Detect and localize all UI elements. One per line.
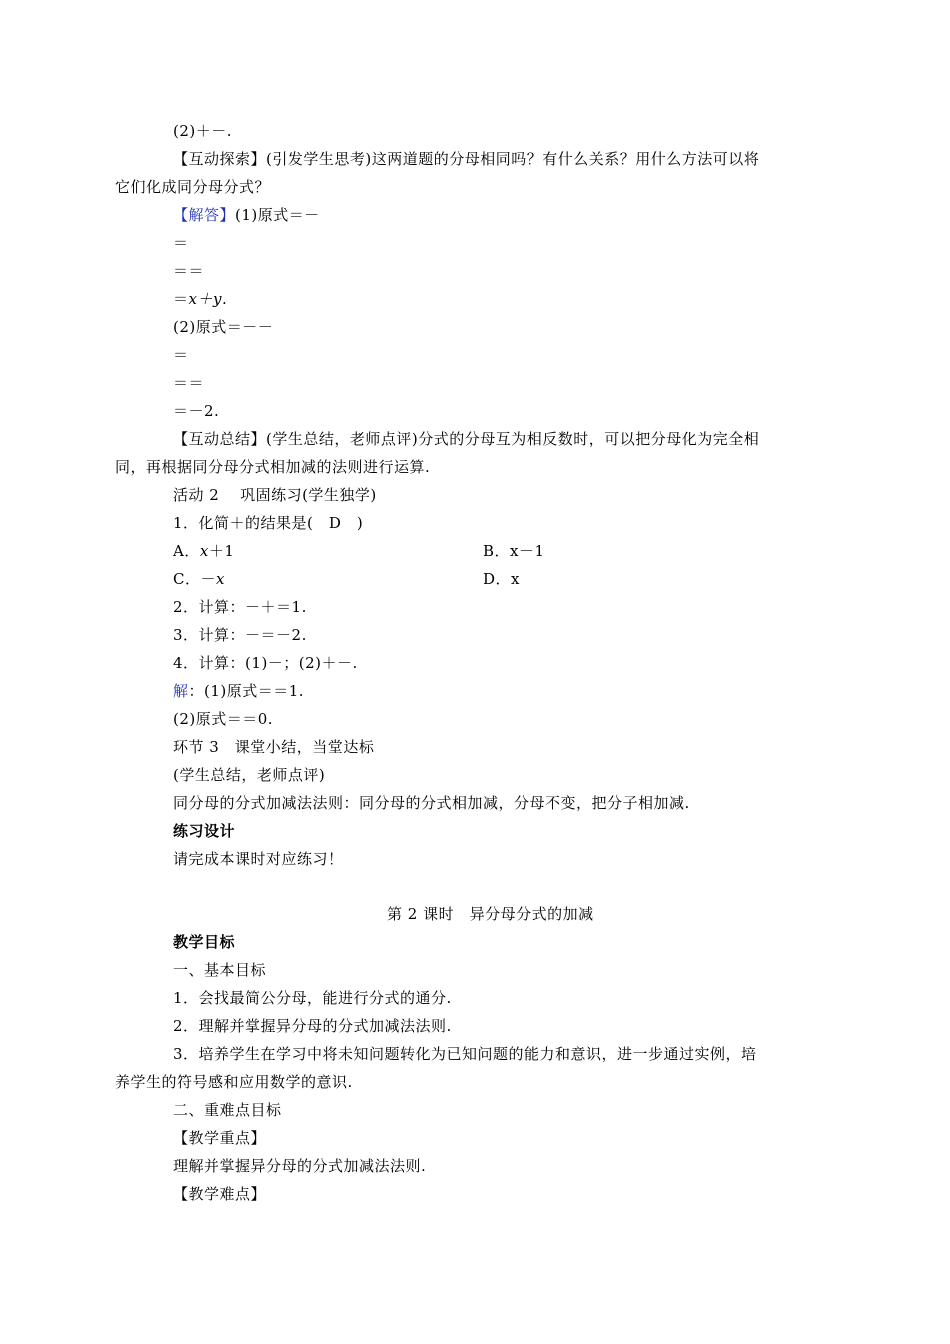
text-line: 理解并掌握异分母的分式加减法法则.	[173, 1157, 427, 1175]
option-label: A．	[173, 542, 200, 560]
equation-text: ＝	[173, 290, 189, 308]
text-line	[173, 429, 759, 449]
equation-line: ＝－2.	[173, 402, 220, 420]
equation-line	[173, 289, 227, 309]
equation-text: .	[221, 290, 228, 308]
text-line	[173, 149, 759, 169]
section-tag: 【互动探索】	[173, 150, 267, 168]
answer-tag: 【解答】	[173, 206, 236, 224]
math-variable: x	[199, 542, 209, 560]
section-heading: 练习设计	[173, 822, 236, 840]
text-line: 养学生的符号感和应用数学的意识.	[115, 1073, 353, 1091]
equation-line: ＝＝	[173, 374, 205, 392]
option-a	[173, 541, 234, 561]
option-text: ＋1	[208, 542, 235, 560]
question-line: 3．计算：－＝－2.	[173, 626, 307, 644]
text-line: (学生总结，老师点评)	[173, 766, 326, 784]
section-tag: 【教学难点】	[173, 1185, 267, 1203]
text-line: 它们化成同分母分式？	[115, 178, 271, 196]
equation-line: ＝＝	[173, 262, 205, 280]
solution-text: ：(1)原式＝＝1.	[188, 682, 305, 700]
math-variable: x	[215, 570, 225, 588]
section-heading: 教学目标	[173, 933, 236, 951]
section-heading: 环节 3 课堂小结，当堂达标	[173, 738, 375, 756]
equation-line: ＝	[173, 234, 189, 252]
section-tag: 【教学重点】	[173, 1129, 267, 1147]
math-variable: x＋y	[188, 290, 222, 308]
equation-line: ＝	[173, 346, 189, 364]
list-item: 2．理解并掌握异分母的分式加减法法则.	[173, 1017, 452, 1035]
option-d: D．x	[483, 570, 520, 588]
section-tag: 【互动总结】	[173, 430, 267, 448]
text-line: 同，再根据同分母分式相加减的法则进行运算.	[115, 458, 431, 476]
paragraph-text: (引发学生思考)这两道题的分母相同吗？有什么关系？用什么方法可以将	[266, 150, 760, 168]
subsection-heading: 一、基本目标	[173, 961, 267, 979]
text-line: 请完成本课时对应练习！	[173, 850, 344, 868]
solution-line	[173, 681, 304, 701]
paragraph-text: (学生总结，老师点评)分式的分母互为相反数时，可以把分母化为完全相	[266, 430, 760, 448]
question-line: 1．化简＋的结果是( D )	[173, 514, 364, 532]
option-b: B．x－1	[483, 542, 545, 560]
question-line: 2．计算：－＋＝1.	[173, 598, 307, 616]
question-line: 4．计算：(1)－；(2)＋－.	[173, 654, 358, 672]
lesson-title: 第 2 课时 异分母分式的加减	[387, 905, 594, 923]
equation-line: (2)原式＝－－	[173, 318, 274, 336]
activity-heading: 活动 2 巩固练习(学生独学)	[173, 486, 377, 504]
text-line	[173, 205, 320, 225]
solution-line: (2)原式＝＝0.	[173, 710, 274, 728]
option-label: C．－	[173, 570, 216, 588]
text-line: (2)＋－.	[173, 122, 233, 140]
text-line: 同分母的分式加减法法则：同分母的分式相加减，分母不变，把分子相加减.	[173, 794, 690, 812]
list-item: 3．培养学生在学习中将未知问题转化为已知问题的能力和意识，进一步通过实例，培	[173, 1045, 757, 1063]
subsection-heading: 二、重难点目标	[173, 1101, 282, 1119]
solution-tag: 解	[173, 682, 189, 700]
option-c	[173, 569, 225, 589]
equation-text: (1)原式＝－	[235, 206, 320, 224]
list-item: 1．会找最简公分母，能进行分式的通分.	[173, 989, 452, 1007]
